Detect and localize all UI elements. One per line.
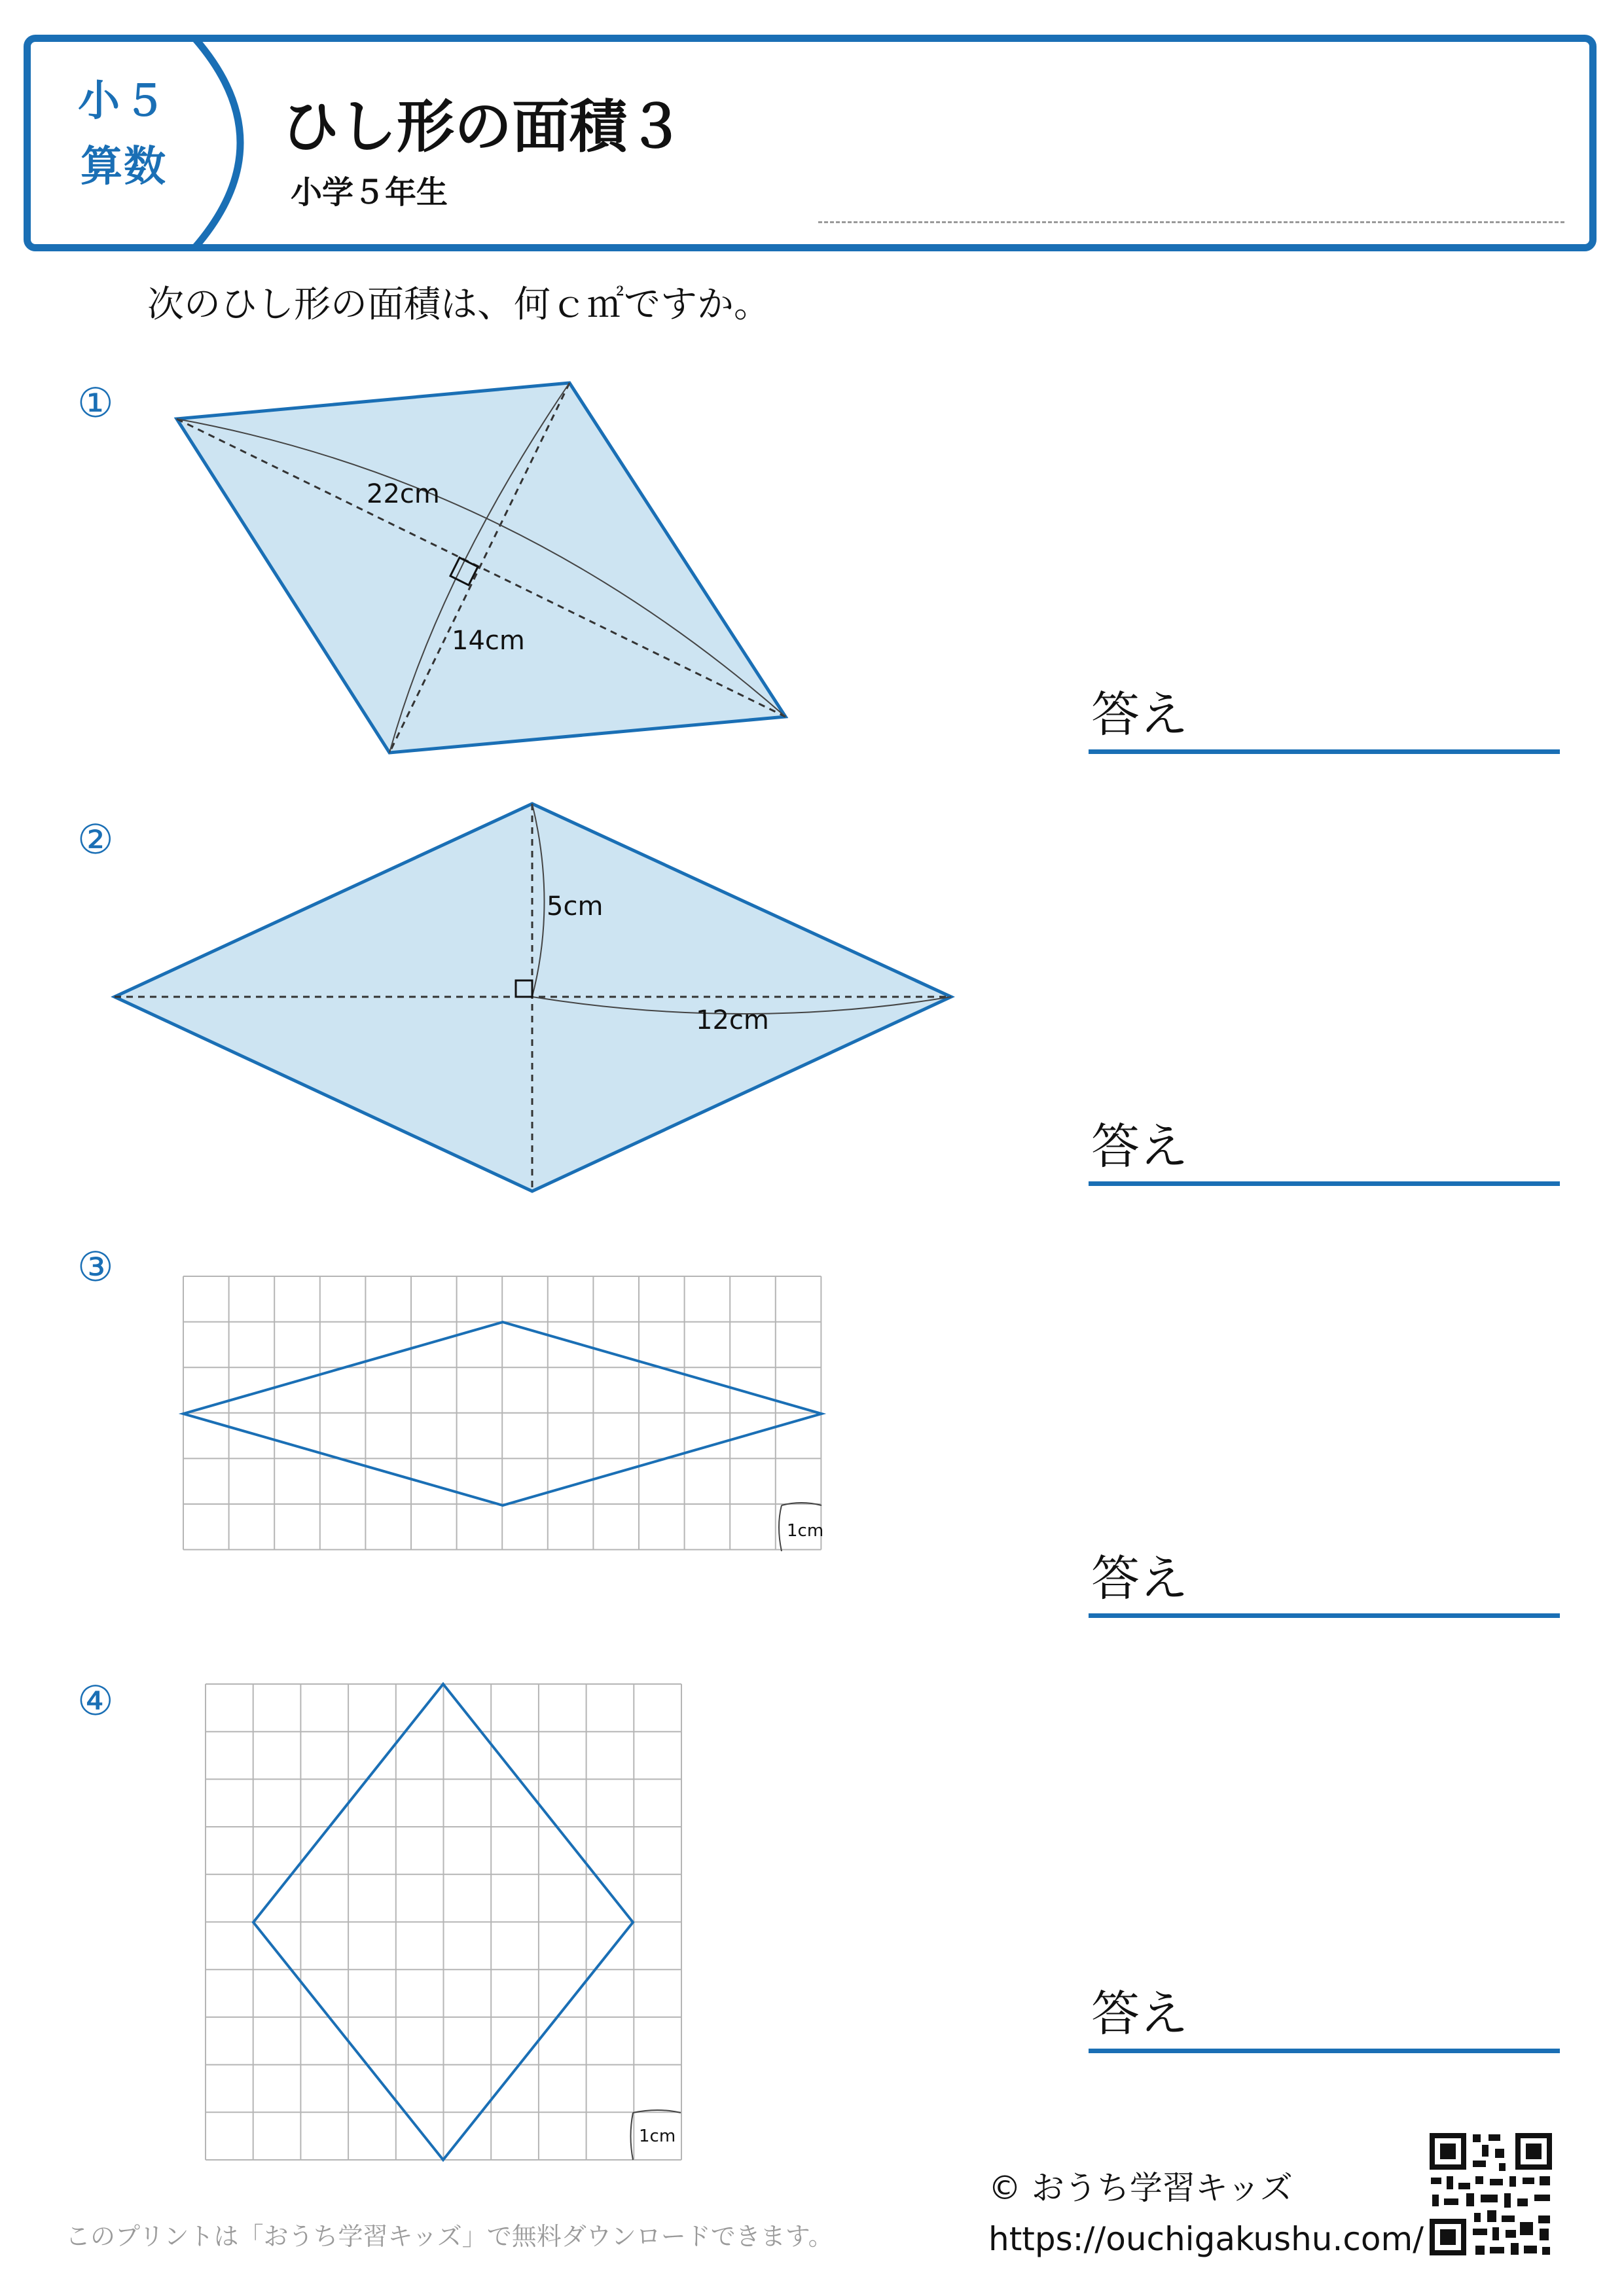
page-subtitle: 小学５年生 [291, 174, 448, 211]
problem-3-number: ③ [77, 1243, 114, 1291]
problem-1-label-long: 22cm [367, 479, 440, 509]
answer-label-3: 答え [1091, 1551, 1188, 1607]
problem-4-grid [206, 1684, 681, 2160]
page-title: ひし形の面積３ [281, 93, 685, 160]
problem-2-label-horizontal: 12cm [696, 1005, 769, 1035]
problem-4-unit-label: 1cm [639, 2126, 676, 2146]
problem-2-label-vertical: 5cm [547, 891, 604, 922]
subject-label: 算数 [81, 143, 167, 191]
copyright-text: © おうち学習キッズ [988, 2169, 1293, 2207]
instruction-text: 次のひし形の面積は、何ｃ㎡ですか。 [147, 283, 770, 326]
problem-4-number: ④ [77, 1677, 114, 1725]
answer-label-4: 答え [1091, 1986, 1188, 2042]
problem-4-unit-brace-vertical [631, 2113, 634, 2160]
qr-code-icon [1427, 2130, 1555, 2258]
problem-1-label-short: 14cm [452, 626, 525, 656]
problem-3-unit-label: 1cm [787, 1521, 824, 1541]
answer-label-2: 答え [1091, 1119, 1188, 1175]
problem-1-number: ① [77, 379, 114, 427]
problem-2-number: ② [77, 816, 114, 863]
grade-label: 小５ [78, 77, 170, 126]
footer-note: このプリントは「おうち学習キッズ」で無料ダウンロードできます。 [65, 2222, 833, 2251]
answer-line-4[interactable] [1089, 2049, 1560, 2053]
site-url-link[interactable]: https://ouchigakushu.com/ [988, 2220, 1424, 2258]
answer-label-1: 答え [1091, 687, 1188, 743]
